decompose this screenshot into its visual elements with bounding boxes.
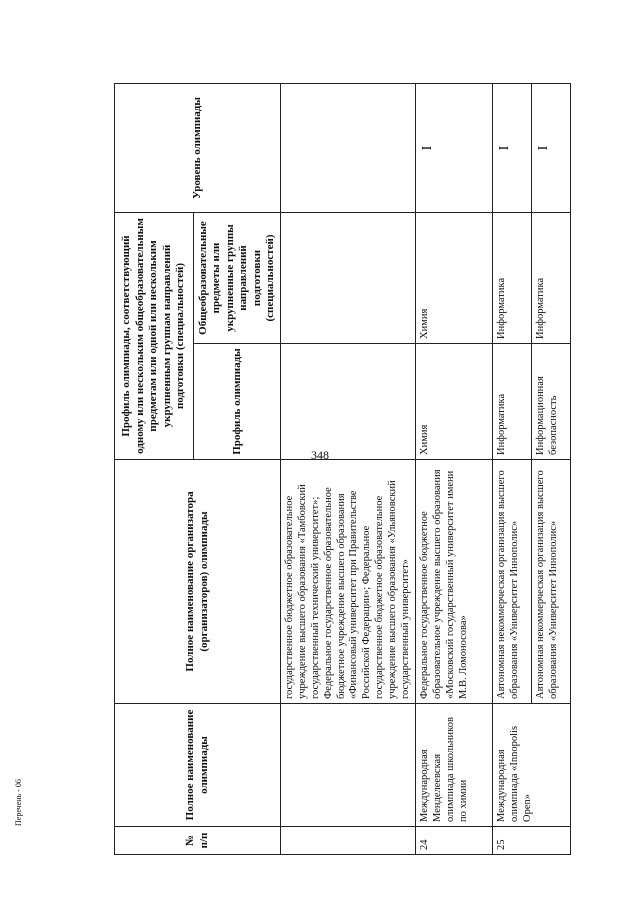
cell-level: I: [416, 84, 493, 213]
cell-organizer: государственное бюджетное образовательное учреждение высшего образования «Тамбовский государственный технический университет»; Федеральное государственное образовательное бюджетное учреждение высшего образования «Финансовый университет при Правительстве Российской Федерации»; Федеральное государственное бюджетное образовательное учреждение высшего образования «Ульяновский государственный университет»: [281, 460, 416, 704]
cell-number: 25: [493, 827, 571, 855]
header-profile: Профиль олимпиады: [194, 344, 281, 460]
header-subjects: Общеобразовательные предметы или укрупненные группы направлений подготовки (специальностей): [194, 213, 281, 344]
olympiad-table: [114, 83, 571, 855]
cell-profile: [281, 344, 416, 460]
cell-subjects: Химия: [416, 213, 493, 344]
cell-number: 24: [416, 827, 493, 855]
footer-note: Перечень - 06: [14, 779, 23, 826]
cell-organizer: Федеральное государственное бюджетное образовательное учреждение высшего образования «Московский государственный университет имени М.В. Ломоносова»: [416, 460, 493, 704]
cell-level: I: [532, 84, 571, 213]
cell-subjects: [281, 213, 416, 344]
cell-profile: Информатика: [493, 344, 532, 460]
cell-level: I: [493, 84, 532, 213]
cell-organizer: Автономная некоммерческая организация высшего образования «Университет Иннополис»: [532, 460, 571, 704]
cell-level: [281, 84, 416, 213]
header-organizer: Полное наименование организатора (организаторов) олимпиады: [115, 460, 281, 704]
cell-subjects: Информатика: [493, 213, 532, 344]
cell-number: [281, 827, 416, 855]
cell-name: [281, 704, 416, 827]
cell-subjects: Информатика: [532, 213, 571, 344]
cell-profile: Информационная безопасность: [532, 344, 571, 460]
header-olympiad-name: Полное наименование олимпиады: [115, 704, 281, 827]
cell-organizer: Автономная некоммерческая организация высшего образования «Университет Иннополис»: [493, 460, 532, 704]
header-number: № п/п: [115, 827, 281, 855]
cell-name: Международная олимпиада «Innopolis Open»: [493, 704, 571, 827]
table-row: [493, 84, 532, 855]
table-row: [416, 84, 493, 855]
table-row-continuation: [281, 84, 416, 855]
cell-name: Международная Менделеевская олимпиада школьников по химии: [416, 704, 493, 827]
header-profile-group: Профиль олимпиады, соответствующий одному или нескольким общеобразовательным предметам или одной или нескольким укрупненным группам направлений подготовки (специальностей): [115, 213, 194, 460]
olympiad-table-container: [114, 84, 560, 855]
page-number: 348: [311, 448, 329, 462]
header-row: [115, 84, 194, 855]
cell-profile: Химия: [416, 344, 493, 460]
header-level: Уровень олимпиады: [115, 84, 281, 213]
